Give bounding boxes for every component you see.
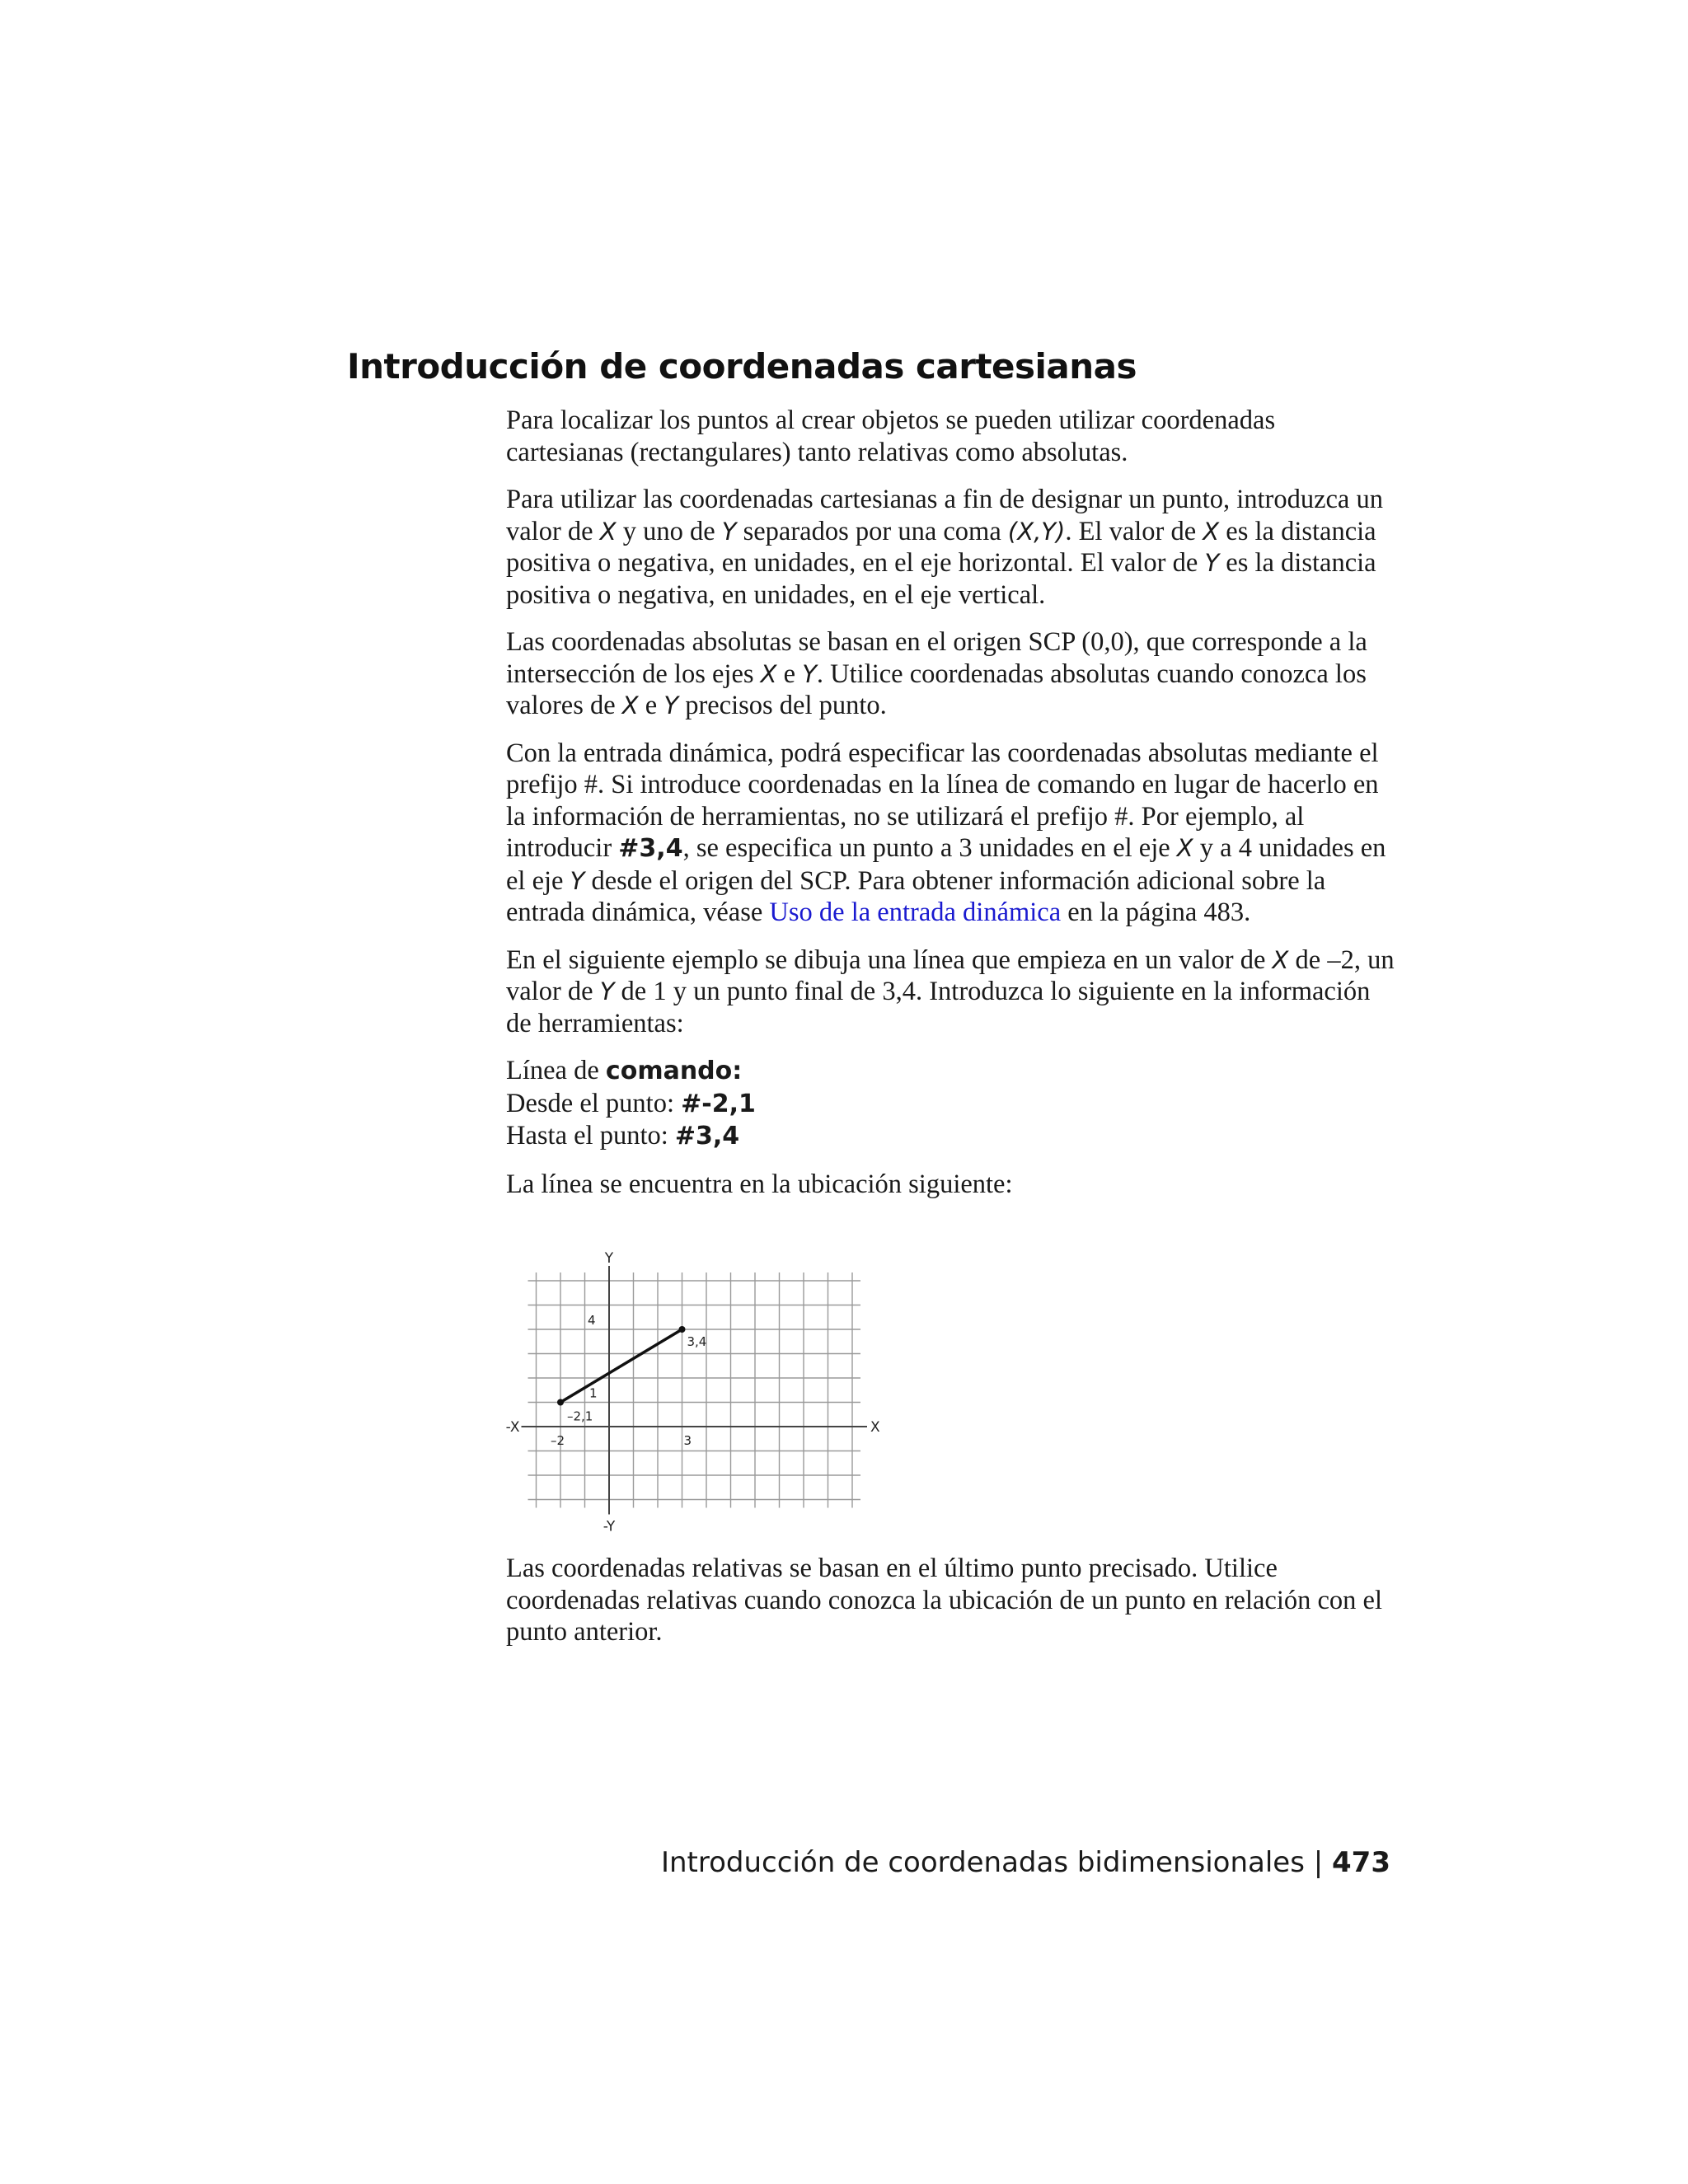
footer-separator: | (1313, 1846, 1324, 1879)
tick-label-y1: 1 (589, 1385, 598, 1401)
paragraph-dynamic-input: Con la entrada dinámica, podrá especificar las coordenadas absolutas mediante el prefijo #. Si introduce coordenadas en la línea de comando en lugar de hacerlo en la información de herramientas, no se utilizará el prefijo #. Por ejemplo, al introducir #3,4, se especifica un punto a 3 unidades en el eje X y a 4 unidades en el eje Y desde el origen del SCP. Para obtener información adicional sobre la entrada dinámica, véase Uso de la entrada dinámica en la página 483. (506, 738, 1386, 927)
paragraph-intro: Para localizar los puntos al crear objetos se pueden utilizar coordenadas cartesianas (rectangulares) tanto relativas como absolutas. (506, 405, 1276, 467)
paragraph-figure-intro: La línea se encuentra en la ubicación siguiente: (506, 1169, 1013, 1199)
paragraph-cartesian-usage: Para utilizar las coordenadas cartesianas a fin de designar un punto, introduzca un valor de X y uno de Y separados por una coma (X,Y). El valor de X es la distancia positiva o negativa, en unidades, en el eje horizontal. El valor de Y es la distancia positiva o negativa, en unidades, en el eje vertical. (506, 485, 1383, 610)
coordinate-figure (505, 1223, 885, 1535)
x-axis-positive-label: X (870, 1419, 880, 1436)
end-point-label: 3,4 (687, 1334, 707, 1349)
page-footer (661, 1846, 1390, 1879)
segment-line (560, 1329, 682, 1403)
footer-section-title: Introducción de coordenadas bidimensionales (660, 1846, 1305, 1879)
command-line-2: Desde el punto: #-2,1 (506, 1088, 756, 1118)
page-number: 473 (1332, 1846, 1390, 1879)
start-point-label: –2,1 (567, 1408, 593, 1424)
tick-label-y4: 4 (588, 1313, 596, 1328)
y-axis-negative-label: -Y (603, 1518, 616, 1535)
paragraph-absolute: Las coordenadas absolutas se basan en el origen SCP (0,0), que corresponde a la intersección de los ejes X e Y. Utilice coordenadas absolutas cuando conozca los valores de X e Y precisos del punto. (506, 627, 1367, 720)
tick-label-x3: 3 (683, 1433, 692, 1448)
dynamic-input-link[interactable]: Uso de la entrada dinámica (769, 898, 1062, 927)
x-axis-negative-label: -X (505, 1419, 520, 1436)
paragraph-relative: Las coordenadas relativas se basan en el último punto precisado. Utilice coordenadas relativas cuando conozca la ubicación de un punto en relación con el punto anterior. (506, 1554, 1383, 1647)
body-text (506, 405, 1396, 1664)
command-line-1: Línea de comando: (506, 1056, 743, 1085)
coordinate-grid-diagram (505, 1223, 885, 1535)
command-sequence (506, 1055, 1396, 1153)
start-point-marker (557, 1399, 564, 1406)
section-heading: Introducción de coordenadas cartesianas (347, 346, 1137, 387)
end-point-marker (679, 1326, 686, 1333)
grid-lines (528, 1272, 861, 1508)
paragraph-example: En el siguiente ejemplo se dibuja una línea que empieza en un valor de X de –2, un valor de Y de 1 y un punto final de 3,4. Introduzca lo siguiente en la información de herramientas: (506, 944, 1395, 1038)
tick-label-x-neg2: –2 (551, 1433, 565, 1448)
command-line-3: Hasta el punto: #3,4 (506, 1121, 740, 1151)
y-axis-positive-label: Y (604, 1250, 614, 1267)
